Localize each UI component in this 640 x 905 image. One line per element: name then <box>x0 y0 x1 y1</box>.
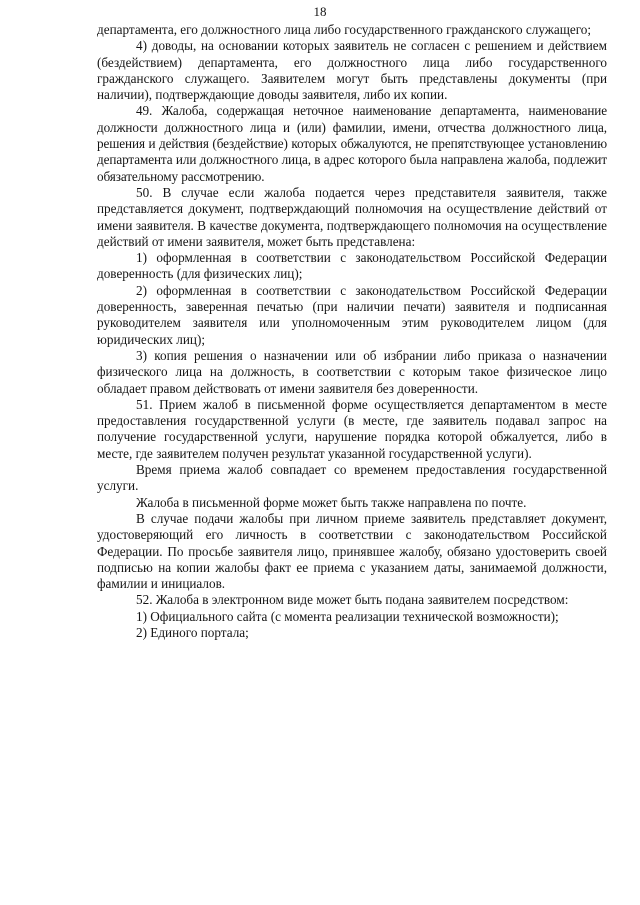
paragraph-50-item-2: 2) оформленная в соответствии с законодательством Российской Федерации доверенность, заверенная печатью (при наличии печати) заявителя и подписанная руководителем заявителя или уполномоченным этим руководителем лицом (для юридических лиц); <box>97 282 607 347</box>
paragraph-reception-time: Время приема жалоб совпадает со временем предоставления государственной услуги. <box>97 462 607 494</box>
paragraph-mail: Жалоба в письменной форме может быть также направлена по почте. <box>136 494 527 510</box>
paragraph-50-item-3: 3) копия решения о назначении или об избрании либо приказа о назначении физического лица на должность, в соответствии с которым такое физическое лицо обладает правом действовать от имени заявителя без доверенности. <box>97 347 607 396</box>
paragraph-52: 52. Жалоба в электронном виде может быть подана заявителем посредством: <box>136 592 569 608</box>
paragraph-51: 51. Прием жалоб в письменной форме осуществляется департаментом в месте предоставления государственной услуги (в месте, где заявитель подавал запрос на получение государственной услуги, нарушение порядка которой обжалуется, либо в месте, где заявителем получен результат указанной государственной услуги). <box>97 396 607 461</box>
paragraph-50: 50. В случае если жалоба подается через представителя заявителя, также представляется документ, подтверждающий полномочия на осуществление действий от имени заявителя. В качестве документа, подтверждающего полномочия на осуществление действий от имени заявителя, может быть представлена: <box>97 184 607 249</box>
paragraph-52-item-2: 2) Единого портала; <box>136 624 249 640</box>
document-body <box>97 22 607 641</box>
page-number: 18 <box>313 4 327 19</box>
paragraph-52-item-1: 1) Официального сайта (с момента реализации технической возможности); <box>136 608 559 624</box>
paragraph-personal-reception: В случае подачи жалобы при личном приеме заявитель представляет документ, удостоверяющий его личность в соответствии с законодательством Российской Федерации. По просьбе заявителя лицо, принявшее жалобу, обязано удостоверить своей подписью на копии жалобы факт ее приема с указанием даты, занимаемой должности, фамилии и инициалов. <box>97 510 607 592</box>
paragraph-item-4: 4) доводы, на основании которых заявитель не согласен с решением и действием (бездействием) департамента, его должностного лица либо государственного гражданского служащего. Заявителем могут быть представлены документы (при наличии), подтверждающие доводы заявителя, либо их копии. <box>97 38 607 103</box>
paragraph-50-item-1: 1) оформленная в соответствии с законодательством Российской Федерации доверенность (для физических лиц); <box>97 250 607 282</box>
paragraph-49: 49. Жалоба, содержащая неточное наименование департамента, наименование должности должностного лица и (или) фамилии, имени, отчества должностного лица, решения и действия (бездействие) которых обжалуются, не препятствующее установлению департамента или должностного лица, в адрес которого была направлена жалоба, подлежит обязательному рассмотрению. <box>97 103 607 184</box>
paragraph-continuation: департамента, его должностного лица либо государственного гражданского служащего; <box>97 22 592 37</box>
